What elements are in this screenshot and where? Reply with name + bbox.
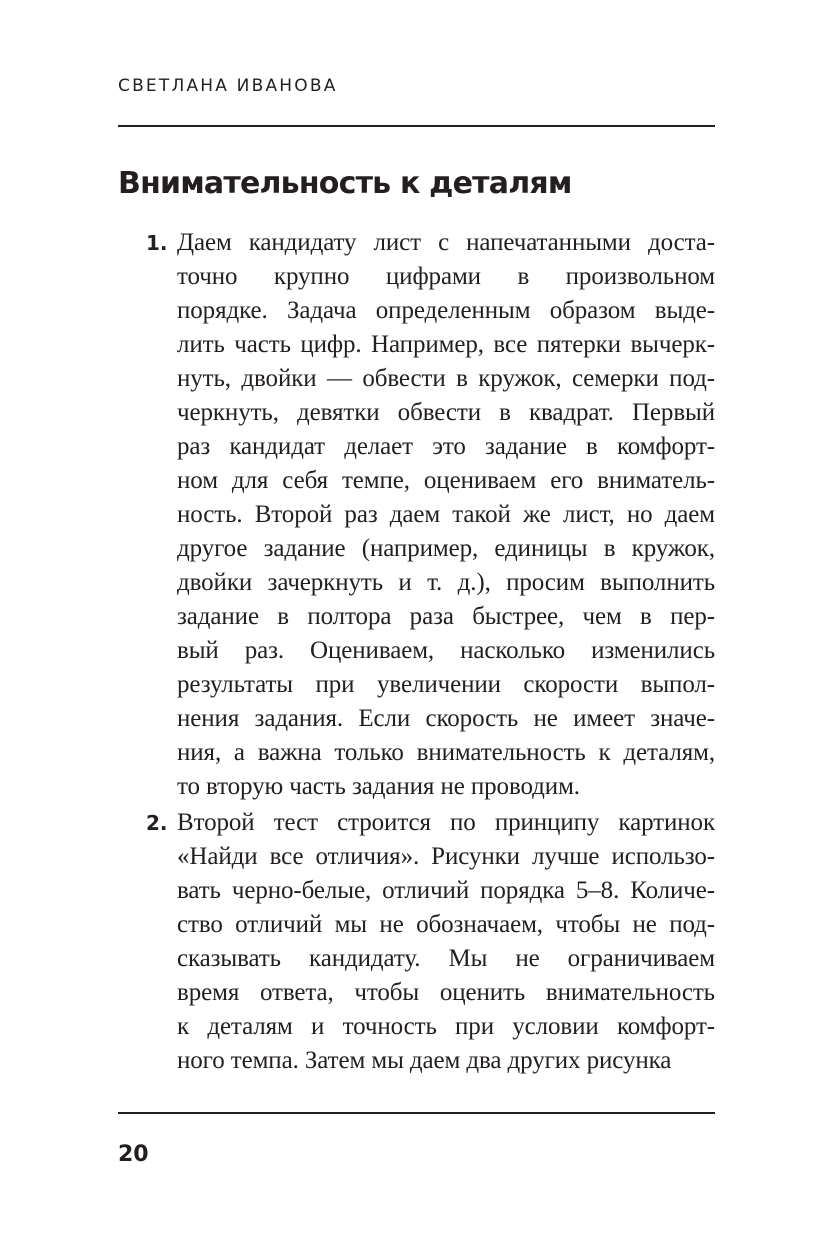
text-line: лить часть цифр. Например, все пятерки вычерк-	[177, 331, 715, 358]
text-line: вый раз. Оцениваем, насколько изменились	[177, 637, 715, 664]
text-line: «Найди все отличия». Рисунки лучше использо-	[177, 843, 715, 870]
list-item-text	[177, 226, 715, 804]
page-number: 20	[118, 1142, 149, 1167]
list-item-number: 2.	[146, 811, 168, 835]
text-line: результаты при увеличении скорости выпол-	[177, 671, 715, 698]
text-line: ного темпа. Затем мы даем два других рисунка	[177, 1047, 672, 1074]
text-line: порядке. Задача определенным образом выде-	[177, 297, 715, 324]
text-line: ность. Второй раз даем такой же лист, но даем	[177, 501, 715, 528]
header-rule	[118, 125, 715, 127]
text-line: ство отличий мы не обозначаем, чтобы не под-	[177, 911, 715, 938]
list-item-text	[177, 806, 715, 1078]
text-line: к деталям и точность при условии комфорт-	[177, 1013, 715, 1040]
list-item-number: 1.	[146, 231, 168, 255]
text-line: задание в полтора раза быстрее, чем в пер-	[177, 603, 715, 630]
section-title: Внимательность к деталям	[118, 166, 572, 201]
text-line: двойки зачеркнуть и т. д.), просим выполнить	[177, 569, 715, 596]
text-line: ния, а важна только внимательность к деталям,	[177, 739, 715, 766]
text-line: Даем кандидату лист с напечатанными доста-	[177, 229, 715, 256]
text-line: другое задание (например, единицы в кружок,	[177, 535, 715, 562]
text-line: точно крупно цифрами в произвольном	[177, 263, 715, 290]
text-line: то вторую часть задания не проводим.	[177, 773, 580, 800]
text-line: Второй тест строится по принципу картинок	[177, 809, 715, 836]
text-line: ном для себя темпе, оцениваем его вниматель-	[177, 467, 715, 494]
text-line: раз кандидат делает это задание в комфорт-	[177, 433, 715, 460]
running-head-author: СВЕТЛАНА ИВАНОВА	[118, 76, 338, 96]
text-line: время ответа, чтобы оценить внимательность	[177, 979, 715, 1006]
text-line: черкнуть, девятки обвести в квадрат. Первый	[177, 399, 715, 426]
text-line: нуть, двойки — обвести в кружок, семерки под-	[177, 365, 715, 392]
text-line: нения задания. Если скорость не имеет значе-	[177, 705, 715, 732]
footer-rule	[118, 1112, 715, 1114]
text-line: сказывать кандидату. Мы не ограничиваем	[177, 945, 715, 972]
text-line: вать черно-белые, отличий порядка 5–8. Количе-	[177, 877, 715, 904]
